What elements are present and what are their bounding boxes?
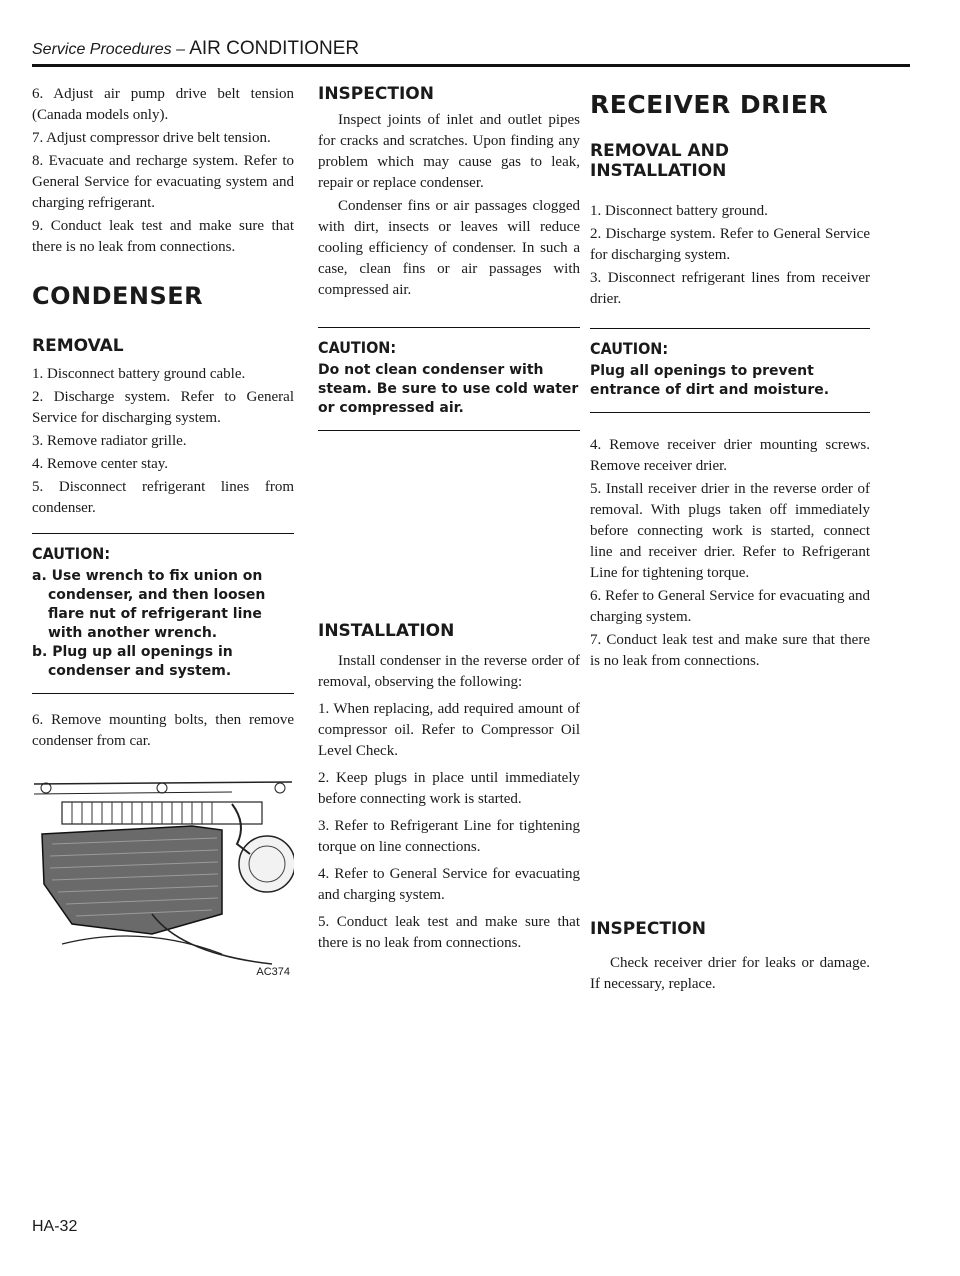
receiver-drier-heading: RECEIVER DRIER	[590, 90, 829, 119]
step-item: 3. Remove radiator grille.	[32, 433, 187, 449]
receiver-steps-a	[590, 201, 870, 310]
step-item: 3. Refer to Refrigerant Line for tightening torque on line connections.	[318, 818, 580, 855]
removal-heading: REMOVAL	[32, 336, 124, 356]
spacer	[318, 431, 580, 621]
step-item: 8. Evacuate and recharge system. Refer to General Service for evacuating system and charging refrigerant.	[32, 153, 294, 211]
header-rule	[32, 64, 910, 67]
caution-title: CAUTION:	[590, 339, 669, 358]
column-1	[32, 84, 294, 984]
removal-installation-heading-1: REMOVAL AND	[590, 141, 730, 161]
removal-steps	[32, 364, 294, 519]
step-item: 2. Keep plugs in place until immediately before connecting work is started.	[318, 770, 580, 807]
step-item: 7. Conduct leak test and make sure that there is no leak from connections.	[590, 632, 870, 669]
caution-text: Plug all openings to prevent entrance of dirt and moisture.	[590, 363, 830, 398]
installation-intro: Install condenser in the reverse order of removal, observing the following:	[318, 653, 580, 690]
step-item: 6. Refer to General Service for evacuating and charging system.	[590, 588, 870, 625]
inspection-text: Check receiver drier for leaks or damage. If necessary, replace.	[590, 955, 870, 992]
step-item: 5. Disconnect refrigerant lines from condenser.	[32, 479, 294, 516]
section-label: Service Procedures –	[32, 41, 185, 58]
spacer	[590, 674, 870, 919]
caution-item: a. Use wrench to fix union on condenser, and then loosen flare nut of refrigerant line with another wrench.	[32, 568, 266, 641]
column-2	[318, 84, 580, 956]
caution-item: b. Plug up all openings in condenser and system.	[32, 644, 233, 679]
caution-text: Do not clean condenser with steam. Be sure to use cold water or compressed air.	[318, 362, 579, 416]
step-item: 4. Refer to General Service for evacuating and charging system.	[318, 866, 580, 903]
step-item: 7. Adjust compressor drive belt tension.	[32, 130, 271, 146]
step-item: 5. Conduct leak test and make sure that there is no leak from connections.	[318, 914, 580, 951]
caution-box	[32, 533, 294, 694]
caution-title: CAUTION:	[318, 338, 397, 357]
step-item: 6. Remove mounting bolts, then remove condenser from car.	[32, 712, 294, 749]
caution-box	[590, 328, 870, 413]
inspection-paragraph: Inspect joints of inlet and outlet pipes for cracks and scratches. Upon finding any problem which may cause gas to leak, repair or replace condenser.	[318, 112, 580, 191]
step-item: 3. Disconnect refrigerant lines from receiver drier.	[590, 270, 870, 307]
removal-installation-heading-2: INSTALLATION	[590, 161, 727, 181]
page-number: HA-32	[32, 1218, 78, 1235]
condenser-illustration	[32, 764, 294, 984]
step-item: 2. Discharge system. Refer to General Service for discharging system.	[590, 226, 870, 263]
caution-title: CAUTION:	[32, 544, 111, 563]
page-title: AIR CONDITIONER	[189, 38, 360, 59]
receiver-steps-b	[590, 435, 870, 672]
inspection-heading: INSPECTION	[590, 919, 706, 939]
step-item: 1. Disconnect battery ground.	[590, 203, 768, 219]
page-header	[32, 38, 359, 60]
inspection-heading: INSPECTION	[318, 84, 434, 104]
step-item: 5. Install receiver drier in the reverse order of removal. With plugs taken off immediately before connecting work is started, connect line and receiver drier. Refer to Refrigerant Line for tightening torque.	[590, 481, 870, 581]
figure-label: AC374	[256, 966, 290, 978]
step-item: 2. Discharge system. Refer to General Service for discharging system.	[32, 389, 294, 426]
step-item: 9. Conduct leak test and make sure that there is no leak from connections.	[32, 218, 294, 255]
caution-box	[318, 327, 580, 431]
step-item: 4. Remove receiver drier mounting screws. Remove receiver drier.	[590, 437, 870, 474]
step-item: 1. Disconnect battery ground cable.	[32, 366, 246, 382]
step-item: 6. Adjust air pump drive belt tension (Canada models only).	[32, 86, 294, 123]
step-item: 4. Remove center stay.	[32, 456, 169, 472]
step-item: 1. When replacing, add required amount of compressor oil. Refer to Compressor Oil Level Check.	[318, 701, 580, 759]
installation-heading: INSTALLATION	[318, 621, 455, 641]
condenser-removal-figure	[32, 764, 294, 984]
condenser-heading: CONDENSER	[32, 282, 204, 310]
intro-steps	[32, 84, 294, 258]
inspection-paragraph: Condenser fins or air passages clogged with dirt, insects or leaves will reduce cooling efficiency of condenser. In such a case, clean fins or air passages with compressed air.	[318, 198, 580, 298]
column-3	[590, 84, 870, 997]
